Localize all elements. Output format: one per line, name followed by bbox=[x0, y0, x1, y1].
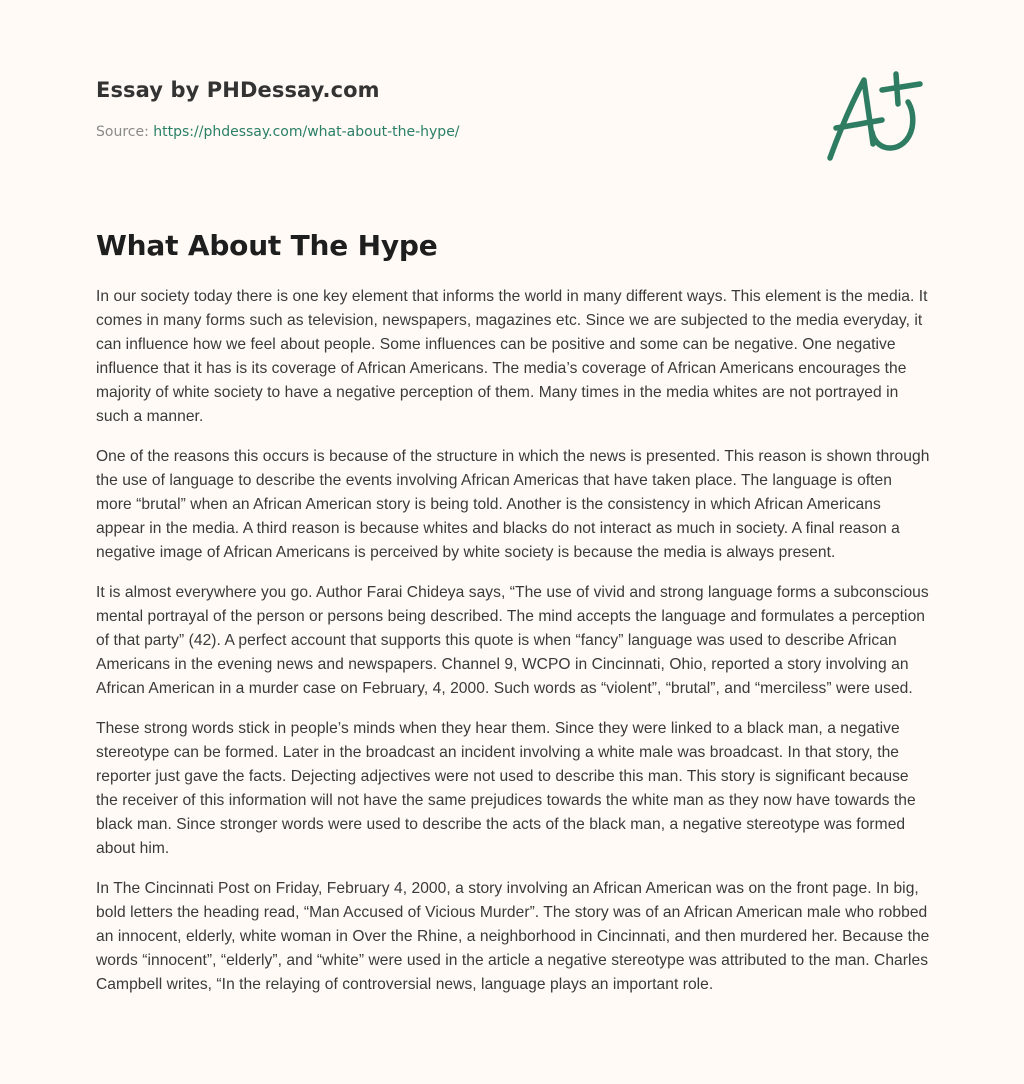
article-paragraph: One of the reasons this occurs is because of the structure in which the news is presented. This reason is shown through the use of language to describe the events involving African Americas that have taken place. The language is often more “brutal” when an African American story is being told. Another is the consistency in which African Americans appear in the media. A third reason is because whites and blacks do not interact as much in society. A final reason a negative image of African Americans is perceived by white society is because the media is always present. bbox=[96, 448, 930, 561]
article-title: What About The Hype bbox=[96, 229, 438, 262]
source-line bbox=[96, 122, 936, 142]
page-header bbox=[96, 74, 936, 142]
article bbox=[96, 226, 930, 1013]
a-plus-grade-icon bbox=[820, 66, 930, 166]
article-paragraph: In The Cincinnati Post on Friday, February 4, 2000, a story involving an African American was on the front page. In big, bold letters the heading read, “Man Accused of Vicious Murder”. The story was of an African American male who robbed an innocent, elderly, white woman in Over the Rhine, a neighborhood in Cincinnati, and then murdered her. Because the words “innocent”, “elderly”, and “white” were used in the article a negative stereotype was attributed to the man. Charles Campbell writes, “In the relaying of controversial news, language plays an important role. bbox=[96, 880, 930, 993]
site-title: Essay by PHDessay.com bbox=[96, 78, 380, 102]
article-paragraph: It is almost everywhere you go. Author Farai Chideya says, “The use of vivid and strong language forms a subconscious mental portrayal of the person or persons being described. The mind accepts the language and formulates a perception of that party” (42). A perfect account that supports this quote is when “fancy” language was used to describe African Americans in the evening news and newspapers. Channel 9, WCPO in Cincinnati, Ohio, reported a story involving an African American in a murder case on February, 4, 2000. Such words as “violent”, “brutal”, and “merciless” were used. bbox=[96, 584, 929, 697]
article-paragraph: These strong words stick in people’s minds when they hear them. Since they were linked to a black man, a negative stereotype can be formed. Later in the broadcast an incident involving a white male was broadcast. In that story, the reporter just gave the facts. Dejecting adjectives were not used to describe this man. This story is significant because the receiver of this information will not have the same prejudices towards the white man as they now have towards the black man. Since stronger words were used to describe the acts of the black man, a negative stereotype was formed about him. bbox=[96, 720, 916, 857]
source-label: Source: bbox=[96, 124, 149, 140]
article-paragraph: In our society today there is one key element that informs the world in many different ways. This element is the media. It comes in many forms such as television, newspapers, magazines etc. Since we are subjected to the media everyday, it can influence how we feel about people. Some influences can be positive and some can be negative. One negative influence that it has is its coverage of African Americans. The media’s coverage of African Americans encourages the majority of white society to have a negative perception of them. Many times in the media whites are not portrayed in such a manner. bbox=[96, 288, 928, 425]
source-link[interactable]: https://phdessay.com/what-about-the-hype/ bbox=[153, 124, 460, 140]
